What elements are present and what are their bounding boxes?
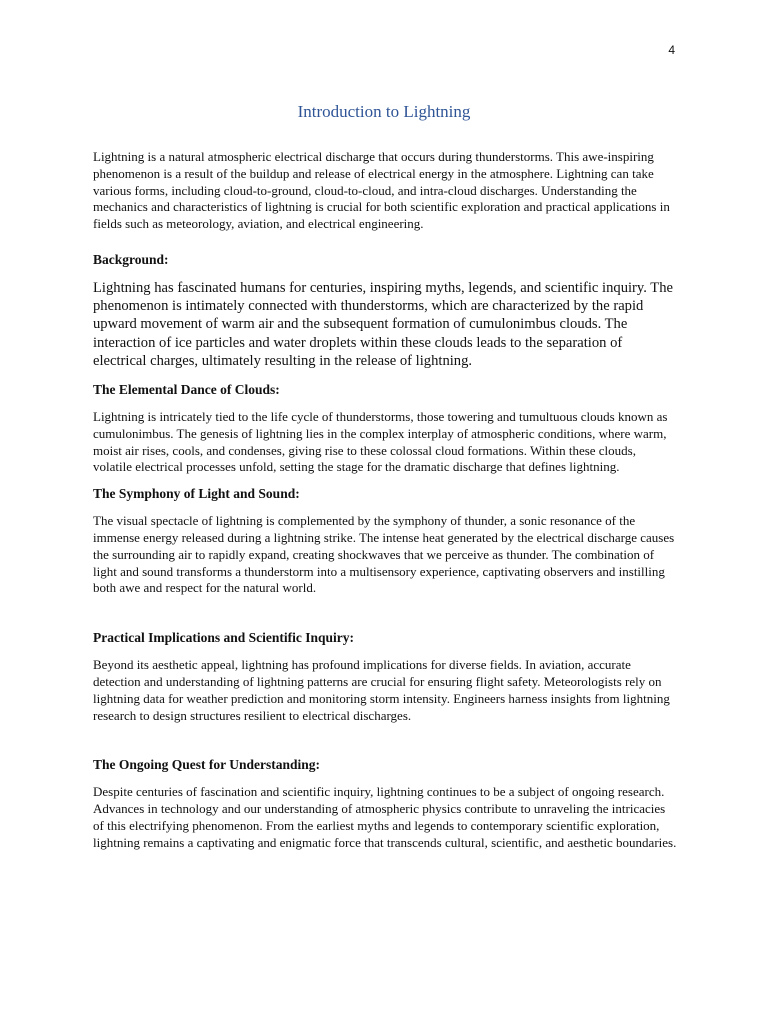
section-heading-background: Background:	[93, 251, 169, 267]
section-heading-light-sound: The Symphony of Light and Sound:	[93, 486, 300, 502]
section-body-background: Lightning has fascinated humans for centuries, inspiring myths, legends, and scientific inquiry. The phenomenon is intimately connected with thunderstorms, which are characterized by the rapid upward movement of warm air and the subsequent formation of cumulonimbus clouds. The interaction of ice particles and water droplets within these clouds leads to the separation of electrical charges, ultimately resulting in the release of lightning.	[93, 279, 673, 369]
section-heading-clouds: The Elemental Dance of Clouds:	[93, 382, 280, 397]
section-heading-quest: The Ongoing Quest for Understanding:	[93, 757, 321, 773]
section-heading-implications: Practical Implications and Scientific Inquiry:	[93, 630, 354, 646]
page-number: 4	[668, 43, 675, 57]
section-body-implications: Beyond its aesthetic appeal, lightning has profound implications for diverse fields. In aviation, accurate detection and understanding of lightning patterns are crucial for ensuring flight safety. Meteorologists rely on lightning data for weather prediction and monitoring storm intensity. Engineers harness insights from lightning research to design structures resilient to electrical discharges.	[93, 657, 670, 723]
section-body-light-sound: The visual spectacle of lightning is complemented by the symphony of thunder, a sonic resonance of the immense energy released during a lightning strike. The intense heat generated by the electrical discharge causes the surrounding air to rapidly expand, creating shockwaves that we perceive as thunder. The combination of light and sound transforms a thunderstorm into a multisensory experience, captivating observers and instilling both awe and respect for the natural world.	[93, 513, 675, 596]
section-body-clouds: Lightning is intricately tied to the life cycle of thunderstorms, those towering and tumultuous clouds known as cumulonimbus. The genesis of lightning lies in the complex interplay of atmospheric conditions, where warm, moist air rises, cools, and condenses, giving rise to these colossal cloud formations. Within these clouds, volatile electrical processes unfold, setting the stage for the dramatic discharge that defines lightning.	[93, 409, 668, 475]
intro-paragraph: Lightning is a natural atmospheric electrical discharge that occurs during thunderstorms. This awe-inspiring phenomenon is a result of the buildup and release of electrical energy in the atmosphere. Lightning can take various forms, including cloud-to-ground, cloud-to-cloud, and intra-cloud discharges. Understanding the mechanics and characteristics of lightning is crucial for both scientific exploration and practical applications in fields such as meteorology, aviation, and electrical engineering.	[93, 149, 670, 232]
document-body	[93, 149, 678, 852]
document-title: Introduction to Lightning	[297, 102, 471, 121]
section-body-quest: Despite centuries of fascination and scientific inquiry, lightning continues to be a subject of ongoing research. Advances in technology and our understanding of atmospheric physics contribute to unraveling the intricacies of this electrifying phenomenon. From the earliest myths and legends to contemporary scientific exploration, lightning remains a captivating and enigmatic force that transcends cultural, scientific, and aesthetic boundaries.	[93, 784, 677, 850]
